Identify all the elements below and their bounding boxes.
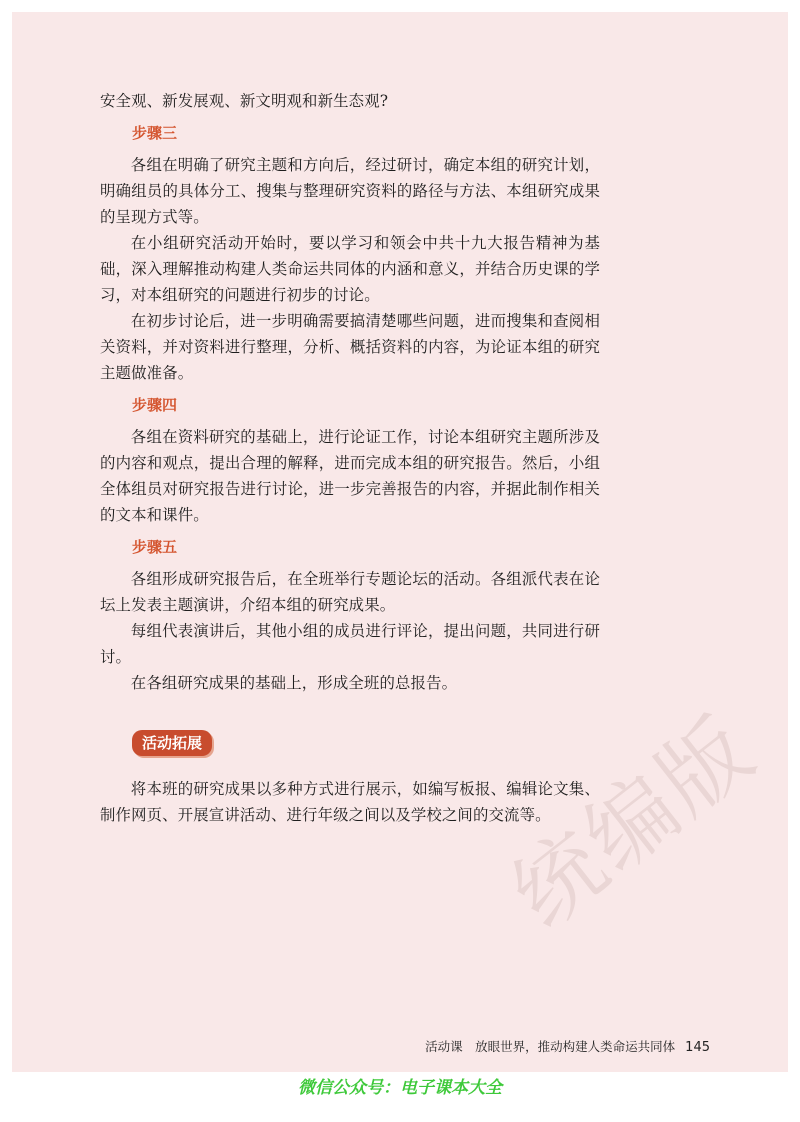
intro-line: 安全观、新发展观、新文明观和新生态观? — [100, 92, 389, 110]
page-sheet — [12, 12, 788, 1072]
activity-extension-badge: 活动拓展 — [132, 730, 212, 756]
step-three-paragraph-1: 各组在明确了研究主题和方向后，经过研讨，确定本组的研究计划，明确组员的具体分工、搜集与整理研究资料的路径与方法、本组研究成果的呈现方式等。 — [100, 156, 600, 226]
step-three-paragraph-3: 在初步讨论后，进一步明确需要搞清楚哪些问题，进而搜集和查阅相关资料，并对资料进行整理，分析、概括资料的内容，为论证本组的研究主题做准备。 — [100, 312, 600, 382]
step-three-heading: 步骤三 — [132, 124, 178, 142]
page-number: 145 — [685, 1040, 710, 1055]
step-three-paragraph-2: 在小组研究活动开始时，要以学习和领会中共十九大报告精神为基础，深入理解推动构建人类命运共同体的内涵和意义，并结合历史课的学习，对本组研究的问题进行初步的讨论。 — [100, 234, 600, 304]
running-title: 活动课 放眼世界，推动构建人类命运共同体 — [425, 1039, 676, 1054]
step-five-heading: 步骤五 — [132, 538, 178, 556]
wechat-banner: 微信公众号：电子课本大全 — [298, 1078, 502, 1098]
step-five-paragraph-1: 各组形成研究报告后，在全班举行专题论坛的活动。各组派代表在论坛上发表主题演讲，介绍本组的研究成果。 — [100, 570, 600, 614]
watermark: 统编版 — [493, 696, 774, 948]
step-five-paragraph-2: 每组代表演讲后，其他小组的成员进行评论，提出问题，共同进行研讨。 — [100, 622, 600, 666]
activity-extension-paragraph: 将本班的研究成果以多种方式进行展示，如编写板报、编辑论文集、制作网页、开展宣讲活动、进行年级之间以及学校之间的交流等。 — [100, 780, 600, 824]
page-footer — [425, 1037, 710, 1055]
step-four-paragraph-1: 各组在资料研究的基础上，进行论证工作，讨论本组研究主题所涉及的内容和观点，提出合理的解释，进而完成本组的研究报告。然后，小组全体组员对研究报告进行讨论，进一步完善报告的内容，并据此制作相关的文本和课件。 — [100, 428, 600, 524]
step-five-paragraph-3: 在各组研究成果的基础上，形成全班的总报告。 — [130, 674, 458, 692]
page-body — [100, 88, 600, 828]
step-four-heading: 步骤四 — [132, 396, 178, 414]
